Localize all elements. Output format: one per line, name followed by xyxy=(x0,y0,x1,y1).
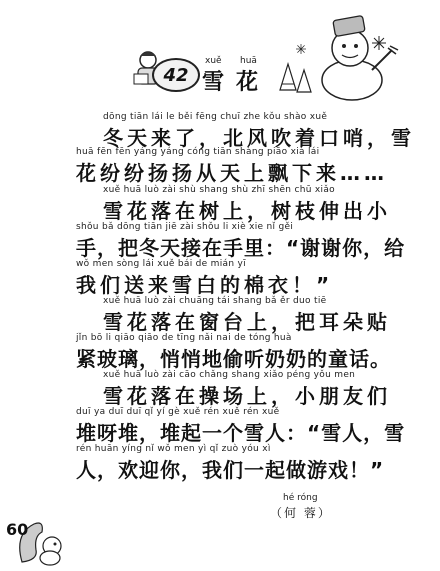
line-pinyin: wǒ men sòng lái xuě bái de mián yī xyxy=(76,259,246,269)
line-pinyin: xuě huā luò zài chuāng tái shang bǎ ěr duo tiē xyxy=(103,296,327,306)
line-pinyin: xuě huā luò zài shù shang shù zhī shēn chū xiǎo xyxy=(103,185,335,195)
line-hanzi: 堆呀堆，堆起一个雪人：“雪人，雪 xyxy=(76,421,406,445)
lesson-header xyxy=(0,0,440,110)
author-pinyin: hé róng xyxy=(283,493,318,503)
lesson-number-badge xyxy=(152,58,200,92)
pine-tree-icon xyxy=(278,62,312,94)
line-pinyin: duī ya duī duī qǐ yí gè xuě rén xuě rén xuě xyxy=(76,407,280,417)
title-pinyin-2: huā xyxy=(240,56,257,66)
line-hanzi: 冬天来了，北风吹着口哨，雪 xyxy=(103,126,415,150)
snowman-icon xyxy=(312,10,400,102)
snowflake-icon xyxy=(372,36,386,50)
line-hanzi: 紧玻璃，悄悄地偷听奶奶的童话。 xyxy=(76,347,391,371)
line-pinyin: shǒu bǎ dōng tiān jiē zài shǒu li xiè xie nǐ gěi xyxy=(76,222,294,232)
line-hanzi: 手，把冬天接在手里：“谢谢你，给 xyxy=(76,236,406,260)
line-hanzi: 雪花落在树上，树枝伸出小 xyxy=(103,199,391,223)
line-pinyin: rén huān yíng nǐ wǒ men yì qǐ zuò yóu xì xyxy=(76,444,271,454)
title-pinyin-1: xuě xyxy=(205,56,222,66)
line-hanzi: 雪花落在窗台上，把耳朵贴 xyxy=(103,310,391,334)
line-hanzi: 花纷纷扬扬从天上飘下来…… xyxy=(76,161,388,185)
title-char-1: 雪 xyxy=(202,70,225,95)
lesson-number: 42 xyxy=(163,64,189,86)
line-hanzi: 人，欢迎你，我们一起做游戏！” xyxy=(76,458,385,482)
page-number: 60 xyxy=(6,520,29,539)
line-pinyin: dōng tiān lái le běi fēng chuī zhe kǒu shào xuě xyxy=(103,112,328,122)
line-pinyin: xuě huā luò zài cāo chǎng shang xiǎo péng yǒu men xyxy=(103,370,356,380)
line-hanzi: 我们送来雪白的棉衣！” xyxy=(76,273,334,297)
title-char-2: 花 xyxy=(236,70,259,95)
author-name: （何 蓉） xyxy=(270,506,332,520)
snowflake-icon xyxy=(296,44,306,54)
line-hanzi: 雪花落在操场上，小朋友们 xyxy=(103,384,391,408)
line-pinyin: jǐn bō li qiāo qiāo de tīng nǎi nai de tóng huà xyxy=(76,333,292,343)
line-pinyin: huā fēn fēn yáng yáng cóng tiān shàng piāo xià lái xyxy=(76,147,320,157)
